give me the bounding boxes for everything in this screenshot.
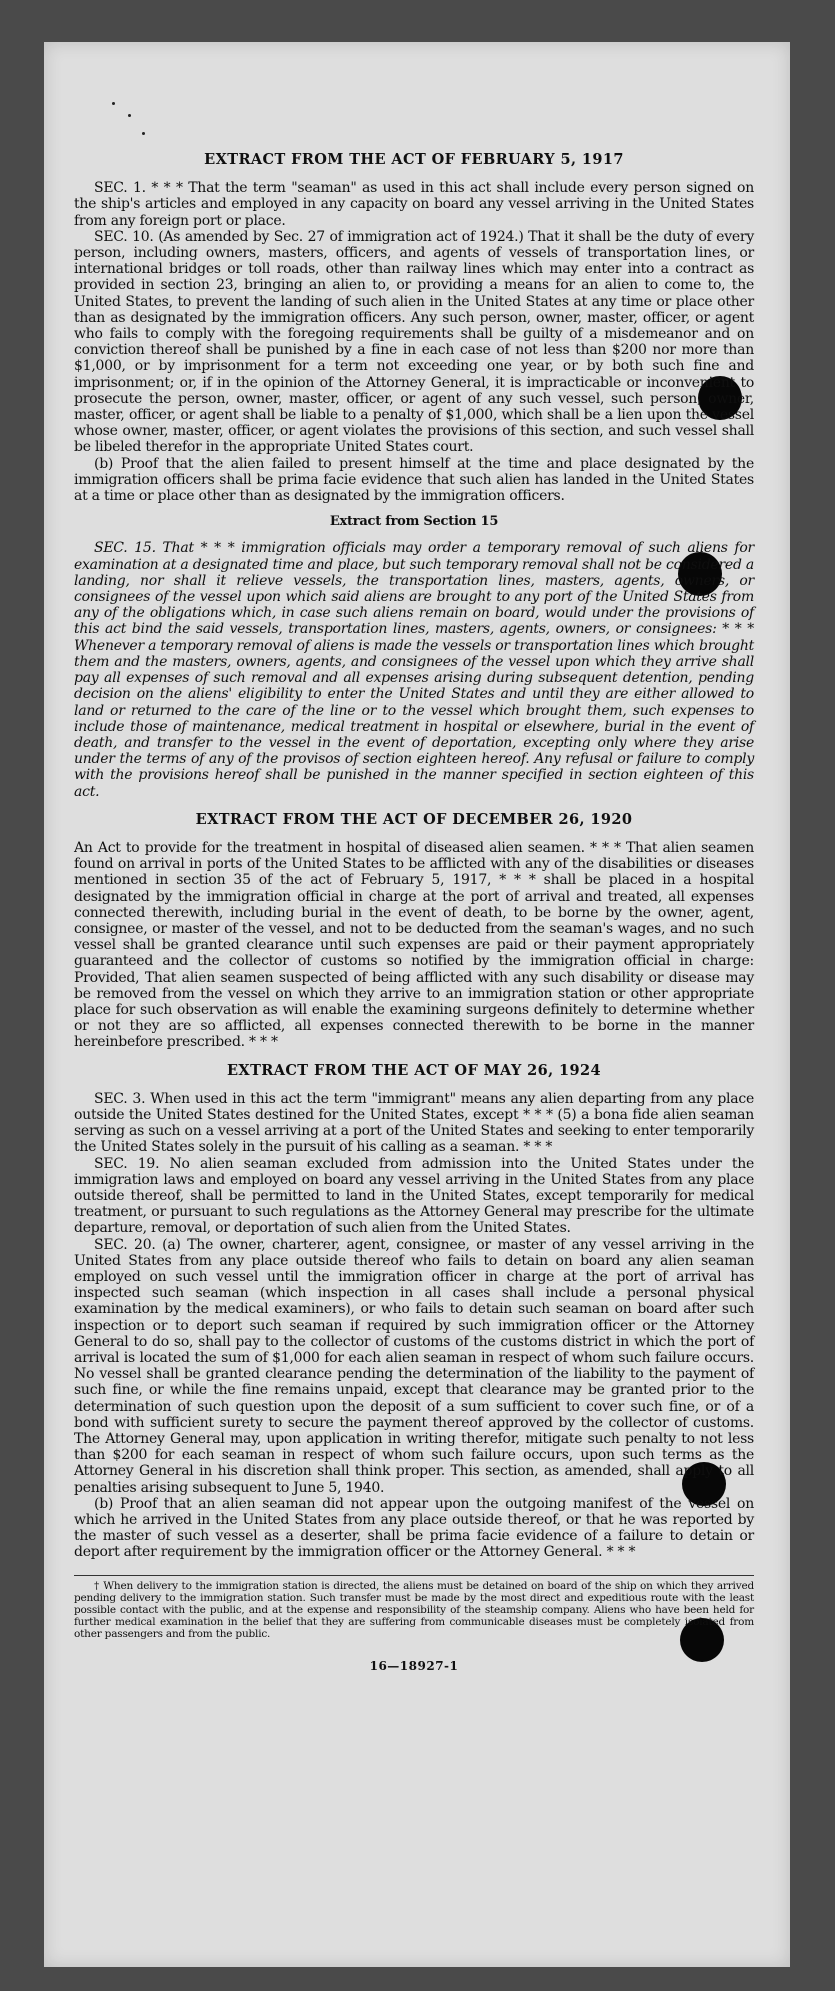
footnote: † When delivery to the immigration station is directed, the aliens must be detained on board of the ship on which they arrived pending delivery to the immigration station. Such transfer must be made by the most direct and expeditious route with the least possible contact with the public, and at the expense and responsibility of the steamship company. Aliens who have been held for further medical examination in the belief that they are suffering from communicable diseases must be completely isolated from other passengers and from the public. — [74, 1579, 754, 1640]
paragraph-sec-20a: SEC. 20. (a) The owner, charterer, agent, consignee, or master of any vessel arriving in the United States from any place outside thereof who fails to detain on board any alien seaman employed on such vessel until the immigration officer in charge at the port of arrival has inspected such seaman (which inspection in all cases shall include a personal physical examination by the medical examiners), or who fails to detain such seaman on board after such inspection or to deport such seaman if required by such immigration officer or the Attorney General to do so, shall pay to the collector of customs of the customs district in which the port of arrival is located the sum of $1,000 for each alien seaman in respect of whom such failure occurs. No vessel shall be granted clearance pending the determination of the liability to the payment of such fine, or while the fine remains unpaid, except that clearance may be granted prior to the determination of such question upon the deposit of a sum sufficient to cover such fine, or of a bond with sufficient surety to secure the payment thereof approved by the collector of customs. The Attorney General may, upon application in writing therefor, mitigate such penalty to not less than $200 for each seaman in respect of whom such failure occurs, upon such terms as the Attorney General in his discretion shall think proper. This section, as amended, shall apply to all penalties arising subsequent to June 5, 1940. — [74, 1236, 754, 1496]
paragraph-act-1920: An Act to provide for the treatment in hospital of diseased alien seamen. * * * That alien seamen found on arrival in ports of the United States to be afflicted with any of the disabilities or diseases mentioned in section 35 of the act of February 5, 1917, * * * shall be placed in a hospital designated by the immigration official in charge at the port of arrival and treated, all expenses connected therewith, including burial in the event of death, to be borne by the owner, agent, consignee, or master of the vessel, and not to be deducted from the seaman's wages, and no such vessel shall be granted clearance until such expenses are paid or their payment appropriately guaranteed and the collector of customs so notified by the immigration official in charge: Provided, That alien seamen suspected of being afflicted with any such disability or disease may be removed from the vessel on which they arrive to an immigration station or other appropriate place for such observation as will enable the examining surgeons definitely to determine whether or not they are so afflicted, all expenses connected therewith to be borne in the manner hereinbefore prescribed. * * * — [74, 839, 754, 1051]
paper-speck — [128, 114, 131, 117]
paragraph-sec-19: SEC. 19. No alien seaman excluded from admission into the United States under the immigration laws and employed on board any vessel arriving in the United States from any place outside thereof, shall be permitted to land in the United States, except temporarily for medical treatment, or pursuant to such regulations as the Attorney General may prescribe for the ultimate departure, removal, or deportation of such alien from the United States. — [74, 1155, 754, 1237]
paragraph-sec-20b: (b) Proof that an alien seaman did not appear upon the outgoing manifest of the vessel on which he arrived in the United States from any place outside thereof, or that he was reported by the master of such vessel as a deserter, shall be prima facie evidence of a failure to detain or deport after requirement by the immigration officer or the Attorney General. * * * — [74, 1495, 754, 1561]
footnote-divider — [74, 1575, 754, 1576]
document-body — [74, 152, 754, 1674]
heading-act-1920: EXTRACT FROM THE ACT OF DECEMBER 26, 1920 — [195, 810, 633, 828]
paper-speck — [142, 132, 145, 135]
heading-act-1917: EXTRACT FROM THE ACT OF FEBRUARY 5, 1917 — [204, 151, 624, 168]
form-number: 16—18927-1 — [369, 1658, 459, 1673]
paragraph-sec-1: SEC. 1. * * * That the term "seaman" as used in this act shall include every person signed on the ship's articles and employed in any capacity on board any vessel arriving in the United States from any foreign port or place. — [74, 180, 754, 229]
heading-act-1924: EXTRACT FROM THE ACT OF MAY 26, 1924 — [226, 1061, 602, 1079]
paragraph-sec-10: SEC. 10. (As amended by Sec. 27 of immigration act of 1924.) That it shall be the duty of every person, including owners, masters, officers, and agents of vessels of transportation lines, or international bridges or toll roads, other than railway lines which may enter into a contract as provided in section 23, bringing an alien to, or providing a means for an alien to come to, the United States, to prevent the landing of such alien in the United States at any time or place other than as designated by the immigration officers. Any such person, owner, master, officer, or agent who fails to comply with the foregoing requirements shall be guilty of a misdemeanor and on conviction thereof shall be punished by a fine in each case of not less than $200 nor more than $1,000, or by imprisonment for a term not exceeding one year, or by both such fine and imprisonment; or, if in the opinion of the Attorney General, it is impracticable or inconvenient to prosecute the person, owner, master, officer, or agent of any such vessel, such person, owner, master, officer, or agent shall be liable to a penalty of $1,000, which shall be a lien upon the vessel whose owner, master, officer, or agent violates the provisions of this section, and such vessel shall be libeled therefor in the appropriate United States court. — [74, 228, 754, 456]
paper-speck — [112, 102, 115, 105]
heading-section-15: Extract from Section 15 — [329, 514, 499, 530]
paragraph-sec-10b: (b) Proof that the alien failed to present himself at the time and place designated by the immigration officers shall be prima facie evidence that such alien has landed in the United States at a time or place other than as designated by the immigration officers. — [74, 455, 754, 505]
paragraph-sec-15: SEC. 15. That * * * immigration officials may order a temporary removal of such aliens for examination at a designated time and place, but such temporary removal shall not be considered a landing, nor shall it relieve vessels, the transportation lines, masters, agents, owners, or consignees of the vessel upon which said aliens are brought to any port of the United States from any of the obligations which, in case such aliens remain on board, would under the provisions of this act bind the said vessels, transportation lines, masters, agents, owners, or consignees: * * * Whenever a temporary removal of aliens is made the vessels or transportation lines which brought them and the masters, owners, agents, and consignees of the vessel upon which they arrive shall pay all expenses of such removal and all expenses arising during subsequent detention, pending decision on the aliens' eligibility to enter the United States and until they are either allowed to land or returned to the care of the line or to the vessel which brought them, such expenses to include those of maintenance, medical treatment in hospital or elsewhere, burial in the event of death, and transfer to the vessel in the event of deportation, excepting only where they arise under the terms of any of the provisos of section eighteen hereof. Any refusal or failure to comply with the provisions hereof shall be punished in the manner specified in section eighteen of this act. — [74, 540, 754, 800]
paragraph-sec-3: SEC. 3. When used in this act the term "immigrant" means any alien departing from any place outside the United States destined for the United States, except * * * (5) a bona fide alien seaman serving as such on a vessel arriving at a port of the United States and seeking to enter temporarily the United States solely in the pursuit of his calling as a seaman. * * * — [74, 1090, 754, 1156]
document-page — [44, 42, 790, 1967]
